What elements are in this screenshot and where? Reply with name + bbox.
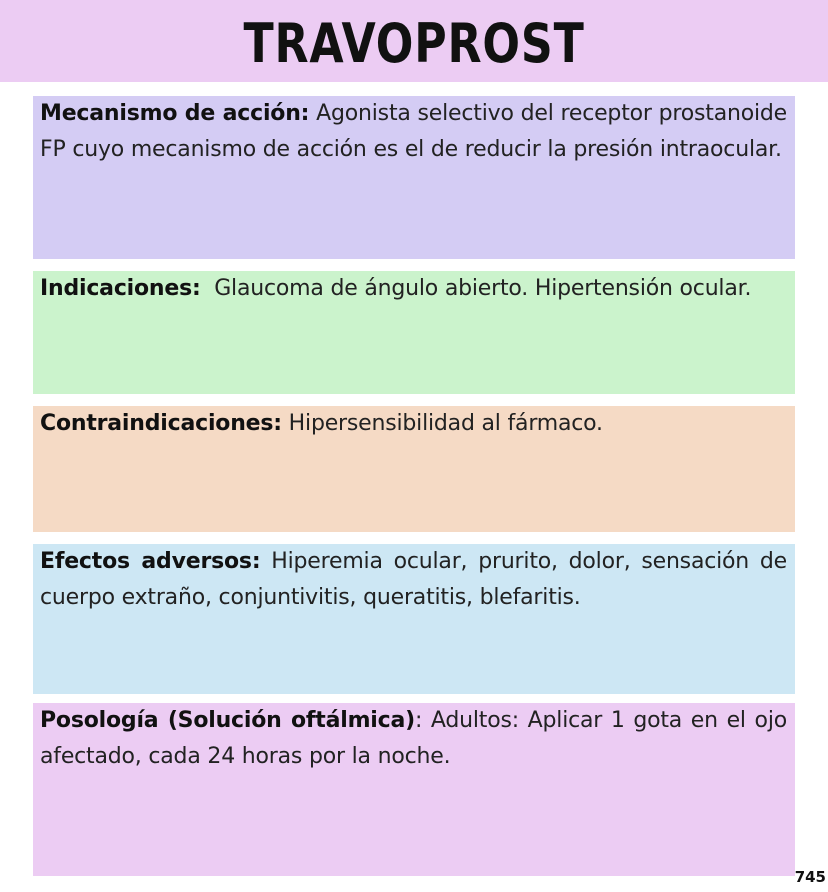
title-band — [0, 0, 828, 82]
page-number: 745 — [794, 868, 826, 886]
posologia-paragraph — [40, 703, 787, 775]
efectos-adversos-label: Efectos adversos: — [40, 549, 261, 574]
posologia-section — [33, 703, 795, 876]
page-title: TRAVOPROST — [243, 12, 585, 75]
indicaciones-text: Glaucoma de ángulo abierto. Hipertensión ocular. — [200, 276, 752, 301]
posologia-label: Posología (Solución oftálmica) — [40, 708, 415, 733]
indicaciones-label: Indicaciones: — [40, 276, 201, 301]
indicaciones-paragraph — [40, 271, 787, 307]
efectos-adversos-paragraph — [40, 544, 787, 616]
contraindicaciones-paragraph — [40, 406, 787, 442]
mecanismo-paragraph — [40, 96, 787, 168]
efectos-adversos-section — [33, 544, 795, 694]
indicaciones-section — [33, 271, 795, 394]
mecanismo-text: Agonista selectivo del receptor prostanoide FP cuyo mecanismo de acción es el de reducir la presión intraocular. — [40, 101, 787, 162]
mecanismo-label: Mecanismo de acción: — [40, 101, 310, 126]
efectos-adversos-text: Hiperemia ocular, prurito, dolor, sensación de cuerpo extraño, conjuntivitis, queratitis, blefaritis. — [40, 549, 787, 610]
contraindicaciones-section — [33, 406, 795, 532]
posologia-text: : Adultos: Aplicar 1 gota en el ojo afectado, cada 24 horas por la noche. — [40, 708, 787, 769]
contraindicaciones-text: Hipersensibilidad al fármaco. — [281, 411, 603, 436]
contraindicaciones-label: Contraindicaciones: — [40, 411, 282, 436]
mecanismo-section — [33, 96, 795, 259]
